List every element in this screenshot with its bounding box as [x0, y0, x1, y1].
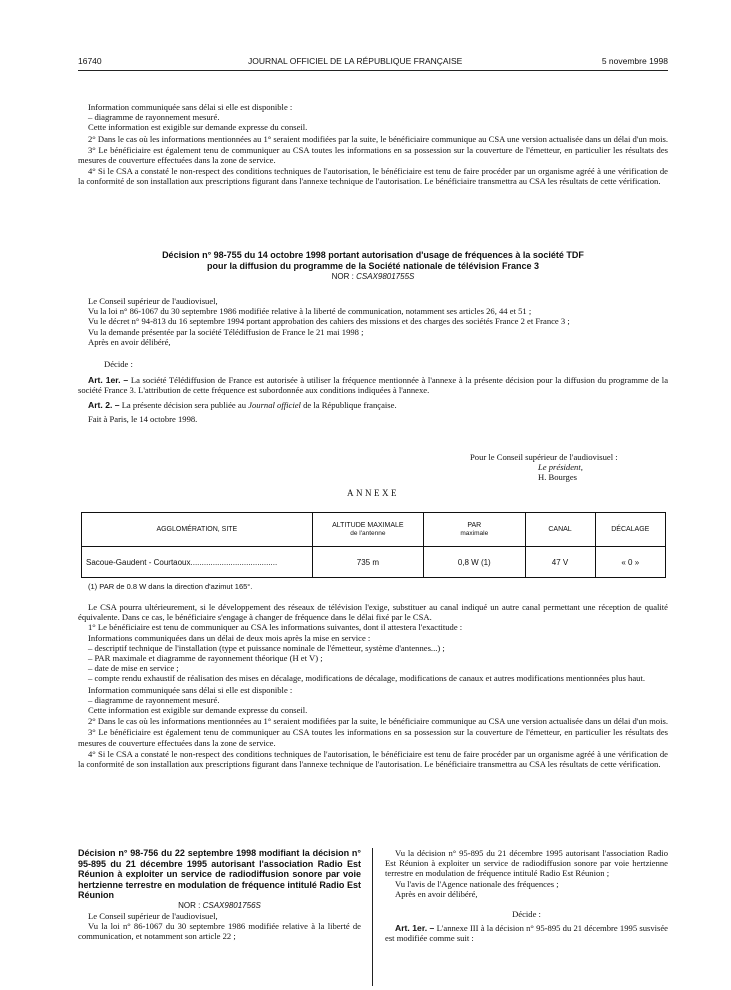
paragraph: Information communiquée sans délai si elle est disponible : [88, 102, 293, 112]
paragraph: Cette information est exigible sur demande expresse du conseil. [88, 705, 308, 716]
table-footnote: (1) PAR de 0.8 W dans la direction d'azimut 165°. [88, 582, 253, 591]
paragraph: Vu la demande présentée par la société Télédiffusion de France le 21 mai 1998 ; [88, 326, 364, 337]
annexe-conditions [78, 602, 668, 769]
paragraph: Le Conseil supérieur de l'audiovisuel, [88, 296, 218, 306]
paragraph: Vu la loi n° 86-1067 du 30 septembre 1986 modifiée relative à la liberté de communication, notamment ses articles 26, 44 et 51 ; [88, 306, 532, 317]
decision-98-755-body [78, 296, 668, 424]
column-header-altitude: ALTITUDE MAXIMALE de l'antenne [312, 513, 423, 547]
page-number: 16740 [78, 56, 102, 66]
signature-line: Pour le Conseil supérieur de l'audiovisuel : [470, 452, 618, 462]
list-item: – diagramme de rayonnement mesuré. [88, 694, 220, 705]
decide-label: Décide : [512, 909, 541, 920]
paragraph: 3° Le bénéficiaire est également tenu de communiquer au CSA toutes les informations en sa possession sur la couverture de l'émetteur, en particulier les résultats des mesures de couverture effectuées dans la zone de service. [78, 144, 668, 166]
paragraph: Informations communiquées dans un délai de deux mois après la mise en service : [88, 632, 371, 643]
list-item: – PAR maximale et diagramme de rayonnement théorique (H et V) ; [88, 653, 323, 664]
nor-reference: NOR : CSAX9801755S [331, 272, 415, 281]
paragraph: Cette information est exigible sur demande expresse du conseil. [88, 122, 308, 133]
paragraph: 3° Le bénéficiaire est également tenu de communiquer au CSA toutes les informations en sa possession sur la couverture de l'émetteur, en particulier les résultats des mesures de couverture effectuées dans la zone de service. [78, 727, 668, 748]
paragraph: Vu l'avis de l'Agence nationale des fréquences ; [395, 878, 559, 889]
decision-98-755 [78, 250, 668, 282]
header-rule [78, 70, 668, 71]
annexe-title: ANNEXE [347, 488, 399, 498]
decision-title: pour la diffusion du programme de la Société nationale de télévision France 3 [206, 261, 540, 271]
column-header-canal: CANAL [525, 513, 595, 547]
decision-98-756-left-column [78, 848, 361, 941]
paragraph: 2° Dans le cas où les informations mentionnées au 1° seraient modifiées par la suite, le bénéficiaire communique au CSA une version actualisée dans un délai d'un mois. [88, 133, 668, 144]
cell-altitude: 735 m [312, 547, 423, 578]
table-header-row [82, 513, 666, 547]
signature-name: H. Bourges [538, 472, 577, 483]
paragraph: Après en avoir délibéré, [395, 888, 478, 899]
table-row [82, 547, 666, 578]
cell-par: 0,8 W (1) [424, 547, 525, 578]
list-item: – date de mise en service ; [88, 663, 179, 674]
article-2: Art. 2. – La présente décision sera publiée au Journal officiel de la République française. [88, 399, 397, 410]
list-item: – descriptif technique de l'installation (type et puissance nominale de l'émetteur, système d'antennes...) ; [88, 642, 445, 653]
paragraph: – diagramme de rayonnement mesuré. [88, 112, 220, 123]
paragraph: Vu la loi n° 86-1067 du 30 septembre 1986 modifiée relative à la liberté de communication, et notamment son article 22 ; [78, 920, 361, 942]
cell-site: Sacoue-Gaudent - Courtaoux....................................... [82, 547, 313, 578]
article-1: Art. 1er. – L'annexe III à la décision n° 95-895 du 21 décembre 1995 susvisée est modifiée comme suit : [385, 923, 668, 944]
decision-title: Décision n° 98-755 du 14 octobre 1998 portant autorisation d'usage de fréquences à la société TDF [162, 250, 584, 260]
decide-label: Décide : [104, 359, 133, 370]
paragraph: Le Conseil supérieur de l'audiovisuel, [88, 910, 218, 921]
paragraph: 1° Le bénéficiaire est tenu de communiquer au CSA les informations suivantes, dont il attestera l'exactitude : [88, 622, 463, 633]
nor-reference: NOR : CSAX9801756S [178, 900, 261, 910]
paragraph: Le CSA pourra ultérieurement, si le développement des réseaux de télévision l'exige, substituer au canal indiqué un autre canal permettant une réception de qualité équivalente. Dans ce cas, le bénéficiaire s'engage à changer de fréquence dans le délai fixé par le CSA. [78, 602, 668, 623]
signature-role: Le président, [538, 462, 583, 473]
cell-canal: 47 V [525, 547, 595, 578]
paragraph: 4° Si le CSA a constaté le non-respect des conditions techniques de l'autorisation, le bénéficiaire est tenu de faire procéder par un organisme agréé à une vérification de la conformité de son installation aux prescriptions figurant dans l'annexe technique de l'autorisation. Le bénéficiaire transmettra au CSA les résultats de cette vérification. [78, 748, 668, 770]
signing-place-date: Fait à Paris, le 14 octobre 1998. [88, 413, 198, 424]
column-divider [372, 848, 373, 986]
journal-title: JOURNAL OFFICIEL DE LA RÉPUBLIQUE FRANÇAISE [248, 56, 463, 66]
paragraph: 2° Dans le cas où les informations mentionnées au 1° seraient modifiées par la suite, le bénéficiaire communique au CSA une version actualisée dans un délai d'un mois. [88, 716, 668, 727]
paragraph: Information communiquée sans délai si elle est disponible : [88, 684, 293, 695]
decision-98-756-right-column [385, 848, 668, 944]
signature-block [470, 452, 690, 483]
paragraph: Vu la décision n° 95-895 du 21 décembre 1995 autorisant l'association Radio Est Réunion à exploiter un service de radiodiffusion sonore par voie hertzienne terrestre en modulation de fréquence intitulé Radio Est Réunion ; [385, 848, 668, 879]
column-header-decalage: DÉCALAGE [595, 513, 665, 547]
decision-title: Décision n° 98-756 du 22 septembre 1998 modifiant la décision n° 95-895 du 21 décembre 1995 autorisant l'association Radio Est Réunion à exploiter un service de radiodiffusion sonore par voie hertzienne terrestre en modulation de fréquence intitulé Radio Est Réunion [78, 848, 361, 900]
issue-date: 5 novembre 1998 [601, 56, 668, 66]
paragraph: Vu le décret n° 94-813 du 16 septembre 1994 portant approbation des cahiers des missions et des charges des sociétés France 2 et France 3 ; [88, 316, 570, 327]
frequency-table [81, 512, 666, 578]
column-header-site: AGGLOMÉRATION, SITE [82, 513, 313, 547]
paragraph: Après en avoir délibéré, [88, 336, 171, 347]
column-header-par: PAR maximale [424, 513, 525, 547]
article-1: Art. 1er. – La société Télédiffusion de France est autorisée à utiliser la fréquence mentionnée à l'annexe à la présente décision pour la diffusion du programme de la société France 3. L'attribution de cette fréquence est subordonnée aux conditions indiquées à l'annexe. [78, 375, 669, 396]
continued-text [78, 102, 668, 187]
paragraph: 4° Si le CSA a constaté le non-respect des conditions techniques de l'autorisation, le bénéficiaire est tenu de faire procéder par un organisme agréé à une vérification de la conformité de son installation aux prescriptions figurant dans l'annexe technique de l'autorisation. Le bénéficiaire transmettra au CSA les résultats de cette vérification. [78, 166, 668, 187]
cell-decalage: « 0 » [595, 547, 665, 578]
list-item: – compte rendu exhaustif de réalisation des mises en décalage, modifications de décalage, modifications de canaux et autres modifications mentionnées plus haut. [88, 673, 645, 684]
